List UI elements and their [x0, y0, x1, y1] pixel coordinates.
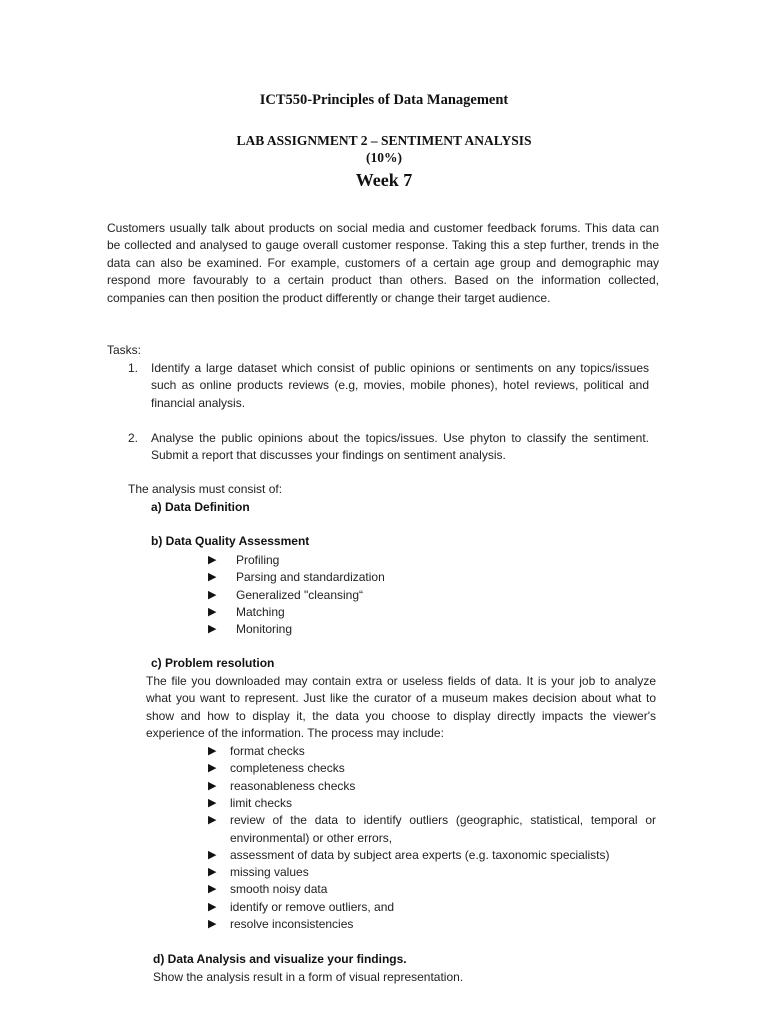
section-d-text: Show the analysis result in a form of visual representation.	[153, 970, 464, 984]
bullet-item	[208, 621, 536, 638]
triangle-bullet-icon: ▶	[208, 883, 217, 896]
bullet-text: reasonableness checks	[230, 778, 356, 793]
triangle-bullet-icon: ▶	[208, 779, 217, 792]
bullet-text: identify or remove outliers, and	[230, 899, 395, 914]
task-text: Identify a large dataset which consist of public opinions or sentiments on any topics/issues such as online products reviews (e.g, movies, mobile phones), hotel reviews, political and financial analysis.	[151, 361, 649, 410]
bullet-text: Matching	[236, 604, 285, 619]
triangle-bullet-icon: ▶	[208, 848, 217, 861]
triangle-bullet-icon: ▶	[208, 762, 217, 775]
bullet-item	[208, 569, 536, 586]
bullet-text: Parsing and standardization	[236, 570, 385, 585]
bullet-text: review of the data to identify outliers (geographic, statistical, temporal or environmental) or other errors,	[230, 813, 656, 845]
triangle-bullet-icon: ▶	[208, 900, 217, 913]
triangle-bullet-icon: ▶	[208, 918, 217, 930]
bullet-item	[208, 916, 656, 933]
bullet-text: missing values	[230, 865, 309, 880]
triangle-bullet-icon: ▶	[208, 623, 217, 636]
bullet-item	[208, 812, 656, 847]
triangle-bullet-icon: ▶	[208, 571, 217, 584]
course-title: ICT550-Principles of Data Management	[259, 92, 509, 108]
bullet-item	[208, 899, 656, 916]
bullet-text: assessment of data by subject area experts (e.g. taxonomic specialists)	[230, 847, 610, 862]
assignment-weight: (10%)	[366, 150, 402, 165]
section-c-heading: c) Problem resolution	[151, 656, 275, 670]
bullet-item	[208, 864, 656, 881]
task-number: 2.	[128, 431, 139, 445]
bullet-item	[208, 778, 656, 795]
intro-paragraph: Customers usually talk about products on social media and customer feedback forums. This data can be collected and analysed to gauge overall customer response. Taking this a step further, trends in the data can also be examined. For example, customers of a certain age group and demographic may respond more favourably to a certain product than others. Based on the information collected, companies can then position the product differently or change their target audience.	[107, 221, 659, 305]
bullet-text: Monitoring	[236, 622, 293, 637]
bullet-item	[208, 760, 656, 777]
triangle-bullet-icon: ▶	[208, 796, 217, 809]
task-item	[107, 360, 649, 412]
section-a-heading: a) Data Definition	[151, 500, 250, 514]
bullet-item	[208, 743, 656, 760]
tasks-label: Tasks:	[107, 343, 142, 357]
bullet-item	[208, 847, 656, 864]
bullet-item	[208, 881, 656, 898]
task-number: 1.	[128, 361, 139, 375]
bullet-text: limit checks	[230, 795, 293, 810]
task-item	[107, 430, 649, 465]
bullet-text: completeness checks	[230, 761, 345, 776]
bullet-text: Profiling	[236, 553, 280, 567]
triangle-bullet-icon: ▶	[208, 814, 217, 827]
bullet-text: smooth noisy data	[230, 882, 328, 897]
bullet-item	[208, 587, 536, 604]
section-c-paragraph: The file you downloaded may contain extra or useless fields of data. It is your job to analyze what you want to represent. Just like the curator of a museum makes decision about what to show and how to display it, the data you choose to display directly impacts the viewer's experience of the information. The process may include:	[146, 674, 656, 741]
bullet-text: format checks	[230, 744, 305, 758]
triangle-bullet-icon: ▶	[208, 554, 217, 566]
analysis-intro: The analysis must consist of:	[128, 482, 283, 496]
assignment-title: LAB ASSIGNMENT 2 – SENTIMENT ANALYSIS	[236, 133, 532, 148]
bullet-text: Generalized "cleansing“	[236, 587, 363, 602]
bullet-item	[208, 604, 536, 621]
section-d-heading: d) Data Analysis and visualize your findings.	[153, 952, 407, 966]
week-label: Week 7	[355, 170, 413, 190]
bullet-text: resolve inconsistencies	[230, 917, 354, 931]
section-b-heading: b) Data Quality Assessment	[151, 534, 310, 548]
triangle-bullet-icon: ▶	[208, 588, 217, 601]
triangle-bullet-icon: ▶	[208, 745, 217, 757]
bullet-item	[208, 795, 656, 812]
triangle-bullet-icon: ▶	[208, 866, 217, 879]
task-text: Analyse the public opinions about the topics/issues. Use phyton to classify the sentiment. Submit a report that discusses your findings on sentiment analysis.	[151, 431, 649, 463]
triangle-bullet-icon: ▶	[208, 605, 217, 618]
bullet-item	[208, 552, 536, 569]
